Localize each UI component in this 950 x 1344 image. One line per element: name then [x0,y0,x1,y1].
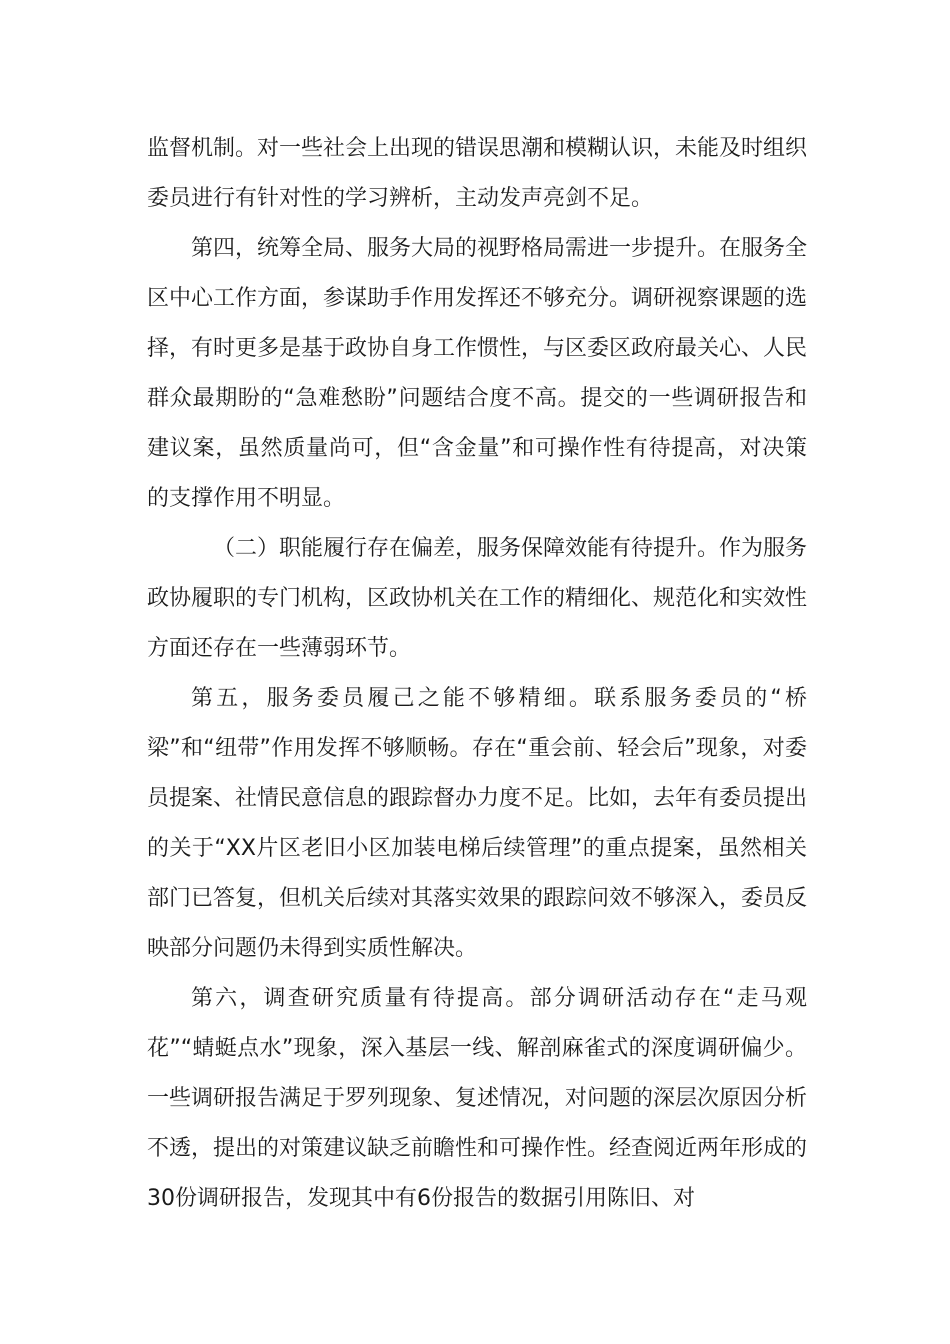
paragraph-fourth: 第四，统筹全局、服务大局的视野格局需进一步提升。在服务全区中心工作方面，参谋助手作用发挥还不够充分。调研视察课题的选择，有时更多是基于政协自身工作惯性，与区委区政府最关心、人民群众最期盼的“急难愁盼”问题结合度不高。提交的一些调研报告和建议案，虽然质量尚可，但“含金量”和可操作性有待提高，对决策的支撑作用不明显。 [147,236,808,511]
document-body [147,124,807,1224]
paragraph-continuation: 监督机制。对一些社会上出现的错误思潮和模糊认识，未能及时组织委员进行有针对性的学习辨析，主动发声亮剑不足。 [147,136,808,211]
paragraph-sixth: 第六，调查研究质量有待提高。部分调研活动存在“走马观花”“蜻蜓点水”现象，深入基层一线、解剖麻雀式的深度调研偏少。一些调研报告满足于罗列现象、复述情况，对问题的深层次原因分析不透，提出的对策建议缺乏前瞻性和可操作性。经查阅近两年形成的30份调研报告，发现其中有6份报告的数据引用陈旧、对 [147,986,808,1211]
paragraph-section-two: （二）职能履行存在偏差，服务保障效能有待提升。作为服务政协履职的专门机构，区政协机关在工作的精细化、规范化和实效性方面还存在一些薄弱环节。 [147,536,808,661]
paragraph-fifth: 第五，服务委员履己之能不够精细。联系服务委员的“桥梁”和“纽带”作用发挥不够顺畅。存在“重会前、轻会后”现象，对委员提案、社情民意信息的跟踪督办力度不足。比如，去年有委员提出的关于“XX片区老旧小区加装电梯后续管理”的重点提案，虽然相关部门已答复，但机关后续对其落实效果的跟踪问效不够深入，委员反映部分问题仍未得到实质性解决。 [147,686,808,961]
